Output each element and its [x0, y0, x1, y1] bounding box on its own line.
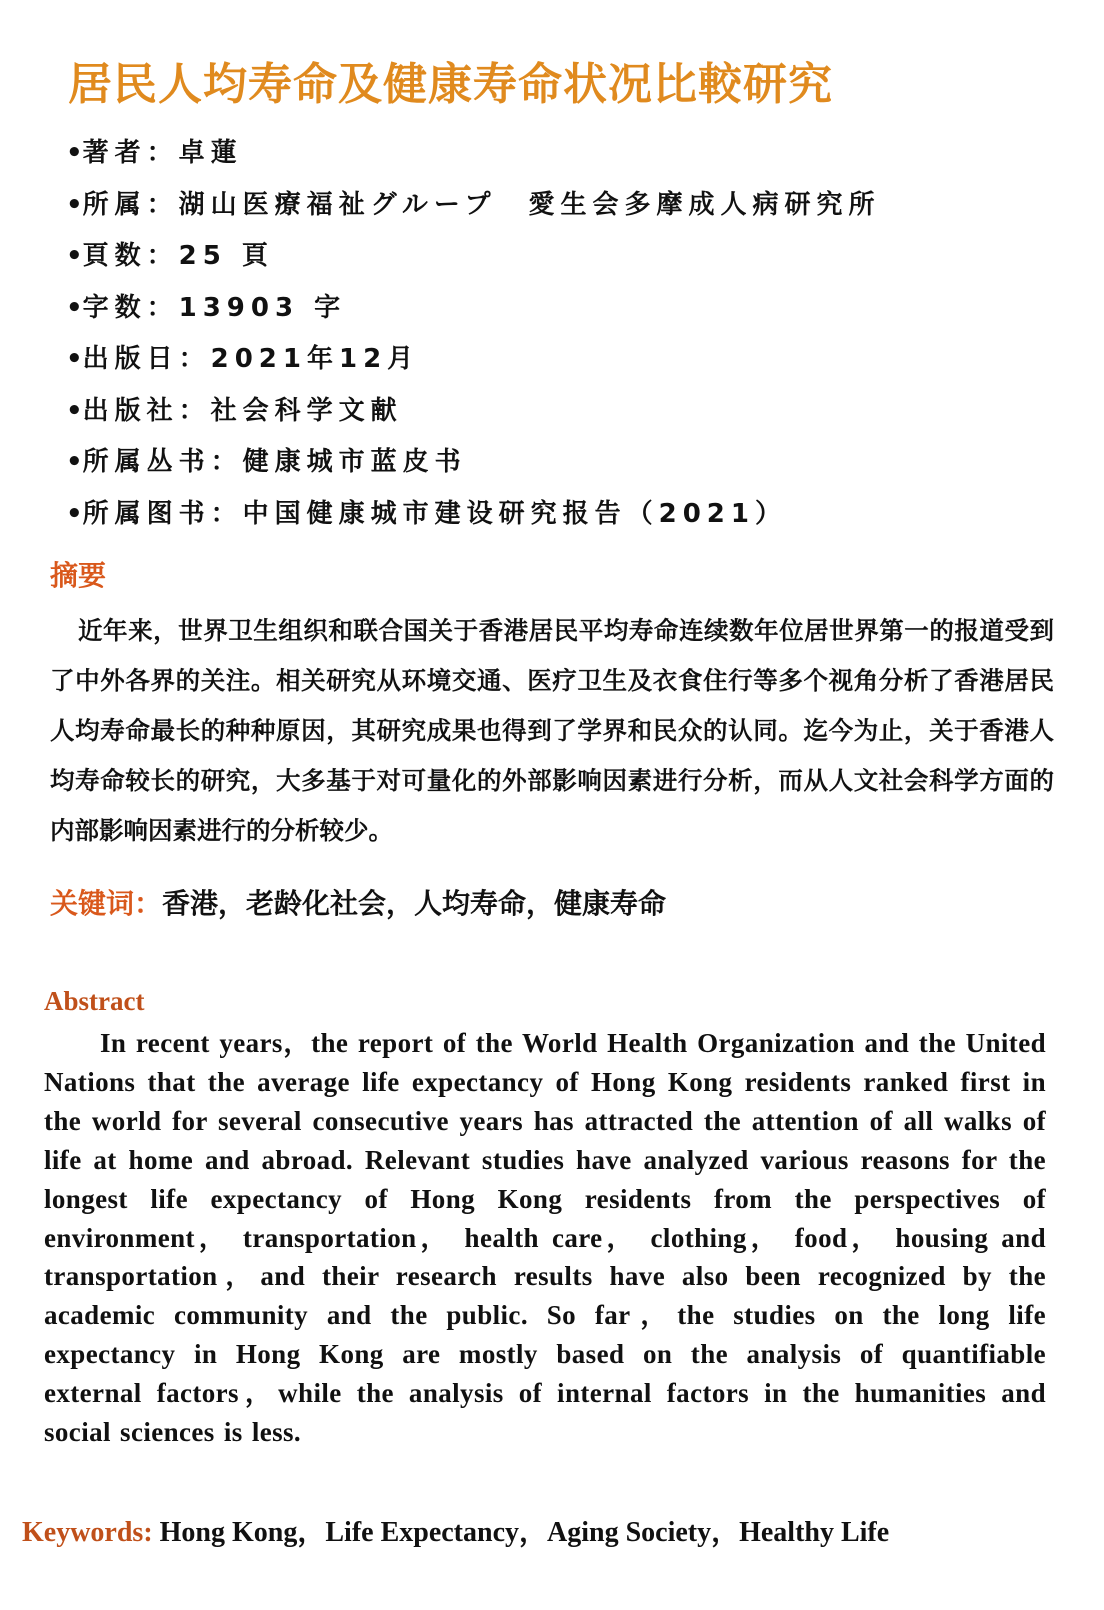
meta-book-text: 所属图书：中国健康城市建设研究报告（2021）: [82, 498, 787, 529]
meta-word-count-text: 字数：13903 字: [82, 292, 347, 323]
meta-series-text: 所属丛书：健康城市蓝皮书: [82, 447, 467, 477]
meta-author-text: 著者：卓蓮: [82, 138, 243, 168]
keywords-en: [22, 1510, 889, 1550]
keywords-cn-text: 香港，老龄化社会，人均寿命，健康寿命: [162, 887, 667, 920]
keywords-en-label: Keywords:: [22, 1517, 153, 1548]
abstract-cn-body: 近年来，世界卫生组织和联合国关于香港居民平均寿命连续数年位居世界第一的报道受到了中外各界的关注。相关研究从环境交通、医疗卫生及衣食住行等多个视角分析了香港居民人均寿命最长的种种原因，其研究成果也得到了学界和民众的认同。迄今为止，关于香港人均寿命较长的研究，大多基于对可量化的外部影响因素进行分析，而从人文社会科学方面的内部影响因素进行的分析较少。: [50, 616, 1054, 845]
keywords-cn-label: 关键词：: [50, 887, 163, 920]
bullet: •: [66, 447, 83, 477]
abstract-en-heading: Abstract: [44, 986, 145, 1016]
metadata-list: [66, 128, 881, 540]
meta-affiliation: [66, 180, 881, 232]
meta-author: [66, 128, 881, 180]
page-title: 居民人均寿命及健康寿命状况比較研究: [68, 59, 833, 110]
meta-affiliation-text: 所属：湖山医療福祉グループ 愛生会多摩成人病研究所: [82, 189, 881, 220]
meta-word-count: [66, 283, 881, 335]
keywords-cn: [50, 882, 666, 922]
abstract-en-body: In recent years，the report of the World Health Organization and the United Nations that the average life expectancy of Hong Kong residents ranked first in the world for several consecutive years has attracted the attention of all walks of life at home and abroad. Relevant studies have analyzed various reasons for the longest life expectancy of Hong Kong residents from the perspectives of environment， transportation， health care， clothing， food， housing and transportation，and their research results have also been recognized by the academic community and the public. So far，the studies on the long life expectancy in Hong Kong are mostly based on the analysis of quantifiable external factors，while the analysis of internal factors in the humanities and social sciences is less.: [44, 1028, 1046, 1448]
meta-publisher: [66, 386, 881, 438]
bullet: •: [66, 189, 83, 220]
bullet: •: [66, 344, 83, 374]
meta-publisher-text: 出版社：社会科学文献: [82, 395, 403, 426]
bullet: •: [66, 498, 83, 529]
meta-series: [66, 437, 881, 489]
meta-pages: [66, 231, 881, 283]
meta-publish-date: [66, 334, 881, 386]
meta-publish-date-text: 出版日：2021年12月: [82, 344, 420, 374]
bullet: •: [66, 395, 83, 426]
bullet: •: [66, 241, 83, 271]
meta-pages-text: 頁数：25 頁: [82, 241, 274, 271]
bullet: •: [66, 292, 83, 323]
keywords-en-text: Hong Kong，Life Expectancy，Aging Society，Healthy Life: [159, 1517, 890, 1548]
abstract-cn-heading: 摘要: [50, 559, 107, 592]
bullet: •: [66, 138, 83, 168]
meta-book: [66, 489, 881, 541]
